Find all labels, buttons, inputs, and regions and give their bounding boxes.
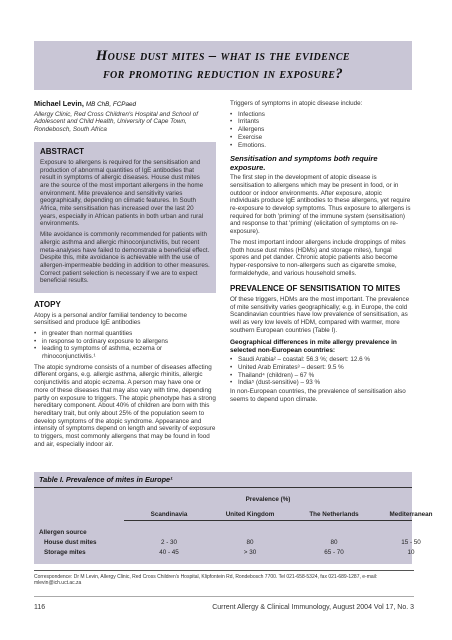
atopy-list [34,330,216,361]
section-heading-prevalence: PREVALENCE OF SENSITISATION TO MITES [230,284,401,294]
table-cell: > 30 [243,549,257,556]
list-item: • Exercise [230,134,412,142]
table-rule [124,520,412,521]
table-row-group-label: Allergen source [39,529,87,536]
table-title: Table I. Prevalence of mites in Europe¹ [39,475,173,484]
article-title [34,47,412,83]
prevalence-paragraph: Of these triggers, HDMs are the most important. The prevalence of mite sensitivity varies geographically; e.g. in Europe, the cold Scandinavian countries have low prevalence of sensitisation, as well as very low levels of HDM, compared with warmer, more southern European countries (Table I). [230,295,410,334]
table-prevalence [34,472,433,564]
list-item: • United Arab Emirates³ – desert: 9.5 % [230,364,412,372]
divider [34,596,414,597]
list-item: • Allergens [230,126,412,134]
triggers-intro: Triggers of symptoms in atopic disease include: [230,100,363,107]
table-rule [34,487,412,488]
author-name: Michael Levin, [34,99,84,108]
right-column [230,100,412,407]
atopy-intro: Atopy is a personal and/or familial tendency to become sensitised and produce IgE antibodies [34,311,187,327]
list-item: • India⁵ (dust-sensitive) – 93 % [230,379,412,387]
table-row-label: Storage mites [44,549,86,556]
table-column-header: Scandinavia [150,511,188,518]
list-item: • in response to ordinary exposure to allergens [34,338,216,346]
table-cell: 10 [407,549,415,556]
journal-citation: Current Allergy & Clinical Immunology, August 2004 Vol 17, No. 3 [212,604,414,611]
list-item: • in greater than normal quantities [34,330,216,338]
table-column-header: The Netherlands [309,511,359,518]
title-line-1: House dust mites – what is the evidence [95,48,350,64]
author-affiliation: Allergy Clinic, Red Cross Children's Hospital and School of Adolescent and Child Health, University of Cape Town, Rondebosch, South Africa [34,110,198,134]
correspondence-note: Correspondence: Dr M Levin, Allergy Clinic, Red Cross Children's Hospital, Klipfontein Rd, Rondebosch 7700. Tel 021-658-5324, fax 021-689-1287, e-mail: mlevin@ich.uct.ac.za [34,574,378,587]
divider [34,570,414,571]
list-item: • Irritants [230,118,412,126]
author [34,100,216,109]
prevalence-paragraph: In non-European countries, the prevalence of sensitisation also seems to depend upon climate. [230,388,406,403]
table-row-label: House dust mites [44,539,97,546]
sensitisation-paragraph: The first step in the development of atopic disease is sensitisation to allergens which may be present in food, or in outdoor or indoor environments. After exposure, atopic individuals produce IgE antibodies to these allergens, yet require re-exposure to develop symptoms. Thus exposure to allergens is required for both 'priming' of the immune system (sensitisation) and response to that 'priming' (elicitation of symptoms on re-exposure). [230,174,411,236]
section-heading-atopy: ATOPY [34,300,61,310]
article-title-banner [34,41,412,90]
list-item: • Thailand⁴ (children) – 67 % [230,372,412,380]
table-cell: 40 - 45 [159,549,179,556]
table-group-header: Prevalence (%) [245,496,291,503]
abstract-paragraph: Mite avoidance is commonly recommended for patients with allergic asthma and allergic rhinoconjunctivitis, but recent meta-analyses have failed to demonstrate a beneficial effect. Despite this, mite avoidance is achievable with the use of allergen-impermeable bedding in addition to other measures. Correct patient selection is necessary if we are to expect beneficial results. [40,231,210,285]
page-number: 116 [34,604,46,611]
table-cell: 80 [246,539,254,546]
subsection-heading: Geographical differences in mite allergy prevalence in selected non-European countries: [230,339,397,355]
author-degrees: MB ChB, FCPaed [85,101,136,108]
table-cell: 15 - 50 [401,539,421,546]
title-line-2: for promoting reduction in exposure? [102,66,344,82]
table-cell: 80 [330,539,338,546]
table-cell: 2 - 30 [160,539,178,546]
sensitisation-paragraph: The most important indoor allergens include droppings of mites (both house dust mites (HDMs) and storage mites), fungal spores and pet dander. Chronic atopic patients also become hyper-responsive to non-allergens such as cigarette smoke, formaldehyde, and various household smells. [230,238,406,277]
triggers-list [230,111,412,150]
list-item: • Saudi Arabia² – coastal: 56.3 %; desert: 12.6 % [230,356,412,364]
table-column-header: United Kingdom [225,511,275,518]
prevalence-list [230,356,412,387]
list-item: • Emotions. [230,142,412,150]
list-item: • leading to symptoms of asthma, eczema or rhinoconjunctivitis.¹ [34,345,216,360]
atopy-paragraph: The atopic syndrome consists of a number of diseases affecting different organs, e.g. allergic asthma, allergic rhinitis, allergic conjunctivitis and atopic eczema. A person may have one or more of these diseases that may also vary with time, depending partly on exposure to triggers. The atopic phenotype has a strong hereditary component. About 40% of children are born with this hereditary trait, but only about 25% of the population seem to develop symptoms of the atopic syndrome. Appearance and intensity of symptoms depend on length and severity of exposure to triggers, most commonly allergens that may be found in food and air, especially indoor air. [34,363,216,448]
left-column [34,100,216,452]
section-heading-sensitisation: Sensitisation and symptoms both require exposure. [230,154,378,173]
table-cell: 65 - 70 [324,549,344,556]
abstract-paragraph: Exposure to allergens is required for the sensitisation and production of abnormal quantities of IgE antibodies that result in symptoms of allergic diseases. House dust mites are the source of the most important allergens in the home environment. Mite prevalence and sensitivity varies geographically, depending on climatic features. In South Africa, mite sensitisation has increased over the last 20 years, especially in African patients in both urban and rural environments. [40,158,204,228]
table-column-header: Mediterranean [389,511,433,518]
abstract-box [34,142,216,293]
abstract-heading: ABSTRACT [40,146,84,156]
list-item: • Infections [230,111,412,119]
